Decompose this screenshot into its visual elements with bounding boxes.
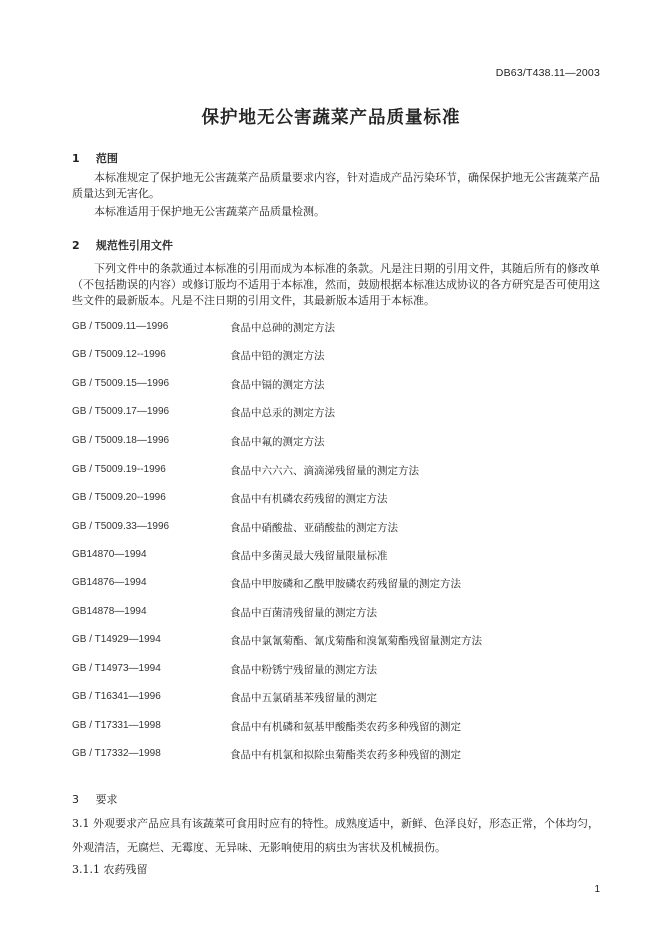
reference-code: GB / T5009.18—1996 bbox=[72, 435, 170, 446]
reference-code: GB / T5009.15—1996 bbox=[72, 378, 170, 389]
reference-title: 食品中五氯硝基苯残留量的测定 bbox=[230, 692, 377, 704]
reference-title: 食品中有机磷农药残留的测定方法 bbox=[230, 493, 388, 505]
section-3-heading bbox=[72, 791, 118, 807]
section-3-paragraph-1: 3.1 外观要求产品应具有该蔬菜可食用时应有的特性。成熟度适中，新鲜、色泽良好，形态正常，个体均匀，外观清洁，无腐烂、无霉度、无异味、无影响使用的病虫为害状及机械损伤。 bbox=[72, 817, 599, 854]
section-1-paragraph-1: 本标准规定了保护地无公害蔬菜产品质量要求内容，针对造成产品污染环节，确保保护地无公害蔬菜产品质量达到无害化。 bbox=[72, 171, 600, 200]
reference-code: GB / T14929—1994 bbox=[72, 634, 161, 645]
section-2-intro: 下列文件中的条款通过本标准的引用而成为本标准的条款。凡是注日期的引用文件，其随后所有的修改单（不包括勘误的内容）或修订版均不适用于本标准，然而，鼓励根据本标准达成协议的各方研究是否可使用这些文件的最新版本。凡是不注日期的引用文件，其最新版本适用于本标准。 bbox=[72, 262, 600, 307]
section-3-title: 要求 bbox=[95, 793, 118, 806]
reference-code: GB14870—1994 bbox=[72, 549, 147, 560]
reference-code: GB / T5009.19--1996 bbox=[72, 464, 166, 475]
document-title: 保护地无公害蔬菜产品质量标准 bbox=[201, 108, 461, 128]
reference-title: 食品中粉锈宁残留量的测定方法 bbox=[230, 664, 377, 676]
reference-code: GB14876—1994 bbox=[72, 577, 147, 588]
reference-code: GB / T17331—1998 bbox=[72, 720, 161, 731]
reference-title: 食品中多菌灵最大残留量限量标准 bbox=[230, 550, 388, 562]
standard-number: DB63/T438.11—2003 bbox=[495, 67, 600, 79]
reference-title: 食品中总汞的测定方法 bbox=[230, 407, 335, 419]
section-2-heading bbox=[72, 237, 173, 253]
reference-title: 食品中氟的测定方法 bbox=[230, 436, 325, 448]
reference-title: 食品中镉的测定方法 bbox=[230, 379, 325, 391]
section-1-heading bbox=[72, 150, 118, 166]
reference-code: GB / T14973—1994 bbox=[72, 663, 161, 674]
reference-title: 食品中有机氯和拟除虫菊酯类农药多种残留的测定 bbox=[230, 749, 461, 761]
reference-title: 食品中甲胺磷和乙酰甲胺磷农药残留量的测定方法 bbox=[230, 578, 461, 590]
reference-title: 食品中氯氰菊酯、氰戊菊酯和溴氰菊酯残留量测定方法 bbox=[230, 635, 482, 647]
page-number: 1 bbox=[594, 884, 600, 895]
reference-code: GB / T5009.17—1996 bbox=[72, 406, 170, 417]
reference-title: 食品中有机磷和氨基甲酸酯类农药多种残留的测定 bbox=[230, 721, 461, 733]
reference-title: 食品中铅的测定方法 bbox=[230, 350, 325, 362]
section-1-title: 范围 bbox=[95, 152, 118, 165]
section-2-number: 2 bbox=[72, 239, 80, 252]
reference-title: 食品中六六六、滴滴涕残留量的测定方法 bbox=[230, 465, 419, 477]
reference-title: 食品中硝酸盐、亚硝酸盐的测定方法 bbox=[230, 522, 398, 534]
section-1-paragraph-2: 本标准适用于保护地无公害蔬菜产品质量检测。 bbox=[94, 205, 325, 218]
section-1-number: 1 bbox=[72, 152, 80, 165]
reference-title: 食品中百菌清残留量的测定方法 bbox=[230, 607, 377, 619]
section-3-number: 3 bbox=[72, 793, 79, 806]
reference-code: GB14878—1994 bbox=[72, 606, 147, 617]
reference-code: GB / T16341—1996 bbox=[72, 691, 161, 702]
reference-code: GB / T5009.12--1996 bbox=[72, 349, 166, 360]
reference-code: GB / T5009.20--1996 bbox=[72, 492, 166, 503]
reference-code: GB / T5009.11—1996 bbox=[72, 321, 169, 332]
section-2-title: 规范性引用文件 bbox=[95, 239, 173, 252]
reference-code: GB / T17332—1998 bbox=[72, 748, 161, 759]
reference-title: 食品中总砷的测定方法 bbox=[230, 322, 335, 334]
reference-code: GB / T5009.33—1996 bbox=[72, 521, 170, 532]
section-3-1-1-heading: 3.1.1 农药残留 bbox=[72, 863, 148, 876]
